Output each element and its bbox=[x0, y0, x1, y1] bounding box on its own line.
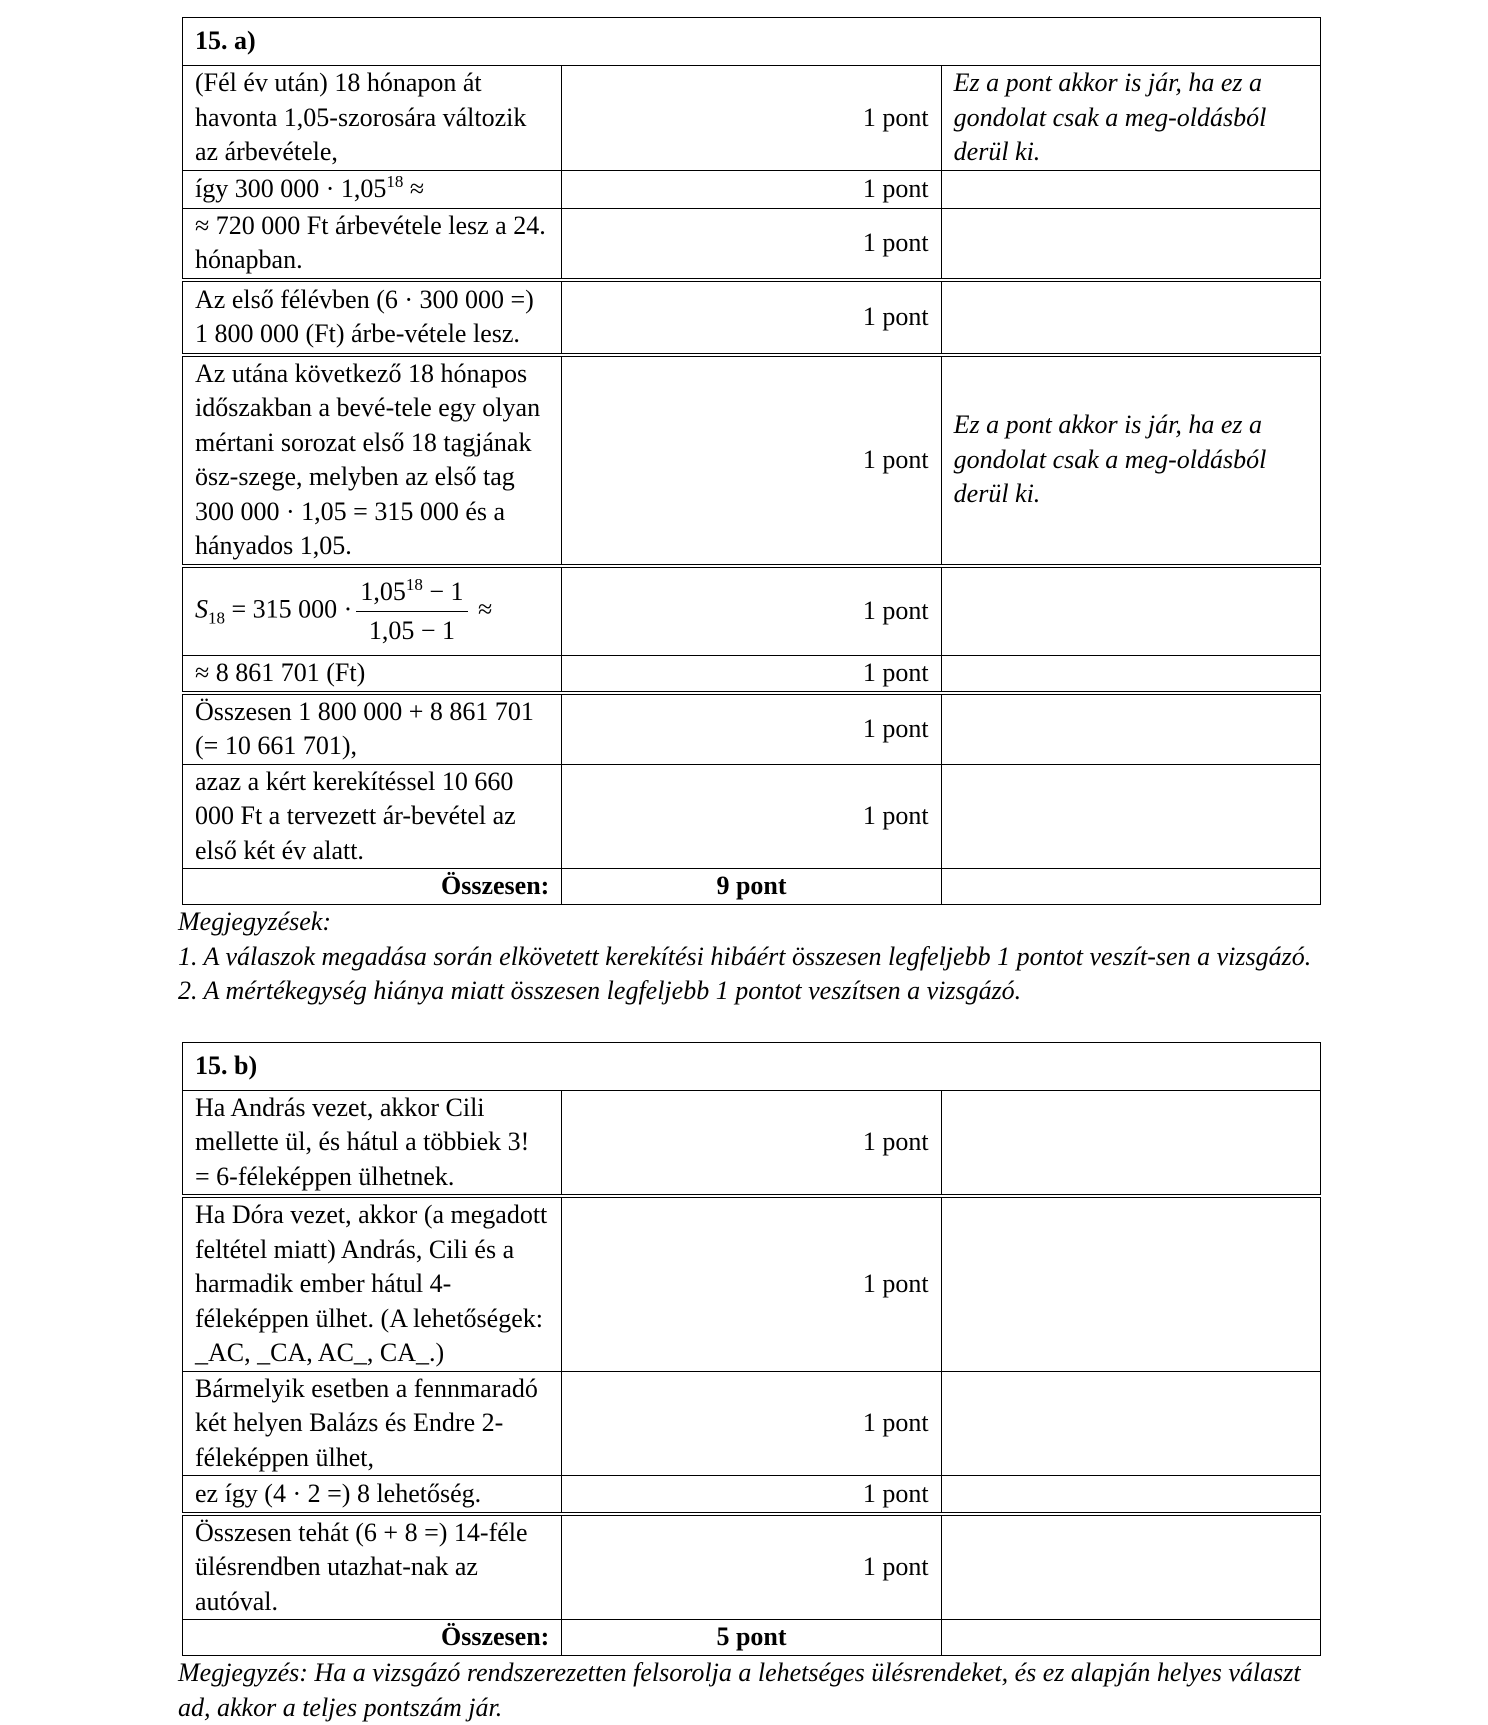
step-text: ez így (4 · 2 =) 8 lehetőség. bbox=[183, 1476, 562, 1514]
step-points: 1 pont bbox=[562, 355, 941, 566]
step-text: Az első félévben (6 · 300 000 =) 1 800 000 (Ft) árbe-vétele lesz. bbox=[183, 280, 562, 355]
step-points: 1 pont bbox=[562, 1371, 941, 1476]
total-label: Összesen: bbox=[183, 869, 562, 905]
step-points: 1 pont bbox=[562, 66, 941, 171]
step-points: 1 pont bbox=[562, 566, 941, 656]
notes-15b bbox=[178, 1656, 1321, 1725]
note-item: 2. A mértékegység hiánya miatt összesen legfeljebb 1 pontot veszítsen a vizsgázó. bbox=[178, 976, 1022, 1005]
step-note bbox=[941, 566, 1320, 656]
step-points: 1 pont bbox=[562, 1476, 941, 1514]
total-label: Összesen: bbox=[183, 1620, 562, 1656]
step-text: (Fél év után) 18 hónapon át havonta 1,05-szorosára változik az árbevétele, bbox=[183, 66, 562, 171]
step-points: 1 pont bbox=[562, 1196, 941, 1371]
step-points: 1 pont bbox=[562, 693, 941, 765]
notes-15a bbox=[178, 905, 1321, 1009]
step-points: 1 pont bbox=[562, 656, 941, 693]
step-text: Összesen tehát (6 + 8 =) 14-féle ülésrendben utazhat-nak az autóval. bbox=[183, 1514, 562, 1620]
note-item: 1. A válaszok megadása során elkövetett kerekítési hibáért összesen legfeljebb 1 pontot veszít-sen a vizsgázó. bbox=[178, 941, 1312, 971]
fraction: $\frac{1,05^{18} - 1}{1,05 - 1}$ bbox=[356, 575, 467, 648]
scoring-table-15a bbox=[182, 17, 1321, 905]
step-points: 1 pont bbox=[562, 1514, 941, 1620]
total-points: 9 pont bbox=[562, 869, 941, 905]
step-note bbox=[941, 1476, 1320, 1514]
note-item: Megjegyzés: Ha a vizsgázó rendszerezetten felsorolja a lehetséges ülésrendeket, és ez alapján helyes választ ad, akkor a teljes pontszám jár. bbox=[178, 1658, 1301, 1722]
total-note bbox=[941, 1620, 1320, 1656]
solution-page bbox=[178, 17, 1321, 1725]
step-text: Ha Dóra vezet, akkor (a megadott feltétel miatt) András, Cili és a harmadik ember hátul 4-féleképpen ülhet. (A lehetőségek: _AC, _CA, AC_, CA_.) bbox=[183, 1196, 562, 1371]
step-text: Bármelyik esetben a fennmaradó két helyen Balázs és Endre 2-féleképpen ülhet, bbox=[183, 1371, 562, 1476]
step-points: 1 pont bbox=[562, 764, 941, 869]
step-note bbox=[941, 1090, 1320, 1196]
notes-heading: Megjegyzések: bbox=[178, 907, 332, 936]
total-note bbox=[941, 869, 1320, 905]
step-note bbox=[941, 208, 1320, 280]
total-points: 5 pont bbox=[562, 1620, 941, 1656]
sum-formula: $S_{18} = 315$ 000 · $\frac{1,05^{18} - 1}{1,05 - 1}$ ≈ bbox=[183, 566, 562, 656]
step-points: 1 pont bbox=[562, 170, 941, 208]
section-title-15a: 15. a) bbox=[183, 18, 1321, 66]
step-text: Ha András vezet, akkor Cili mellette ül, és hátul a többiek 3! = 6-féleképpen ülhetnek. bbox=[183, 1090, 562, 1196]
step-points: 1 pont bbox=[562, 1090, 941, 1196]
step-text: azaz a kért kerekítéssel 10 660 000 Ft a tervezett ár-bevétel az első két év alatt. bbox=[183, 764, 562, 869]
step-note bbox=[941, 693, 1320, 765]
step-note bbox=[941, 170, 1320, 208]
step-text: így 300 $000 \cdot 1,05^{18}$ ≈ bbox=[183, 170, 562, 208]
step-points: 1 pont bbox=[562, 208, 941, 280]
step-note bbox=[941, 280, 1320, 355]
step-text: ≈ 8 861 701 (Ft) bbox=[183, 656, 562, 693]
step-note bbox=[941, 1514, 1320, 1620]
scoring-table-15b bbox=[182, 1042, 1321, 1657]
step-text: Az utána következő 18 hónapos időszakban a bevé-tele egy olyan mértani sorozat első 18 tagjának ösz-szege, melyben az első tag 300 000 · 1,05 = 315 000 és a hányados 1,05. bbox=[183, 355, 562, 566]
section-title-15b: 15. b) bbox=[183, 1042, 1321, 1090]
step-points: 1 pont bbox=[562, 280, 941, 355]
step-note: Ez a pont akkor is jár, ha ez a gondolat csak a meg-oldásból derül ki. bbox=[941, 66, 1320, 171]
step-note bbox=[941, 764, 1320, 869]
step-note: Ez a pont akkor is jár, ha ez a gondolat csak a meg-oldásból derül ki. bbox=[941, 355, 1320, 566]
step-text: Összesen 1 800 000 + 8 861 701 (= 10 661 701), bbox=[183, 693, 562, 765]
step-note bbox=[941, 656, 1320, 693]
step-text: ≈ 720 000 Ft árbevétele lesz a 24. hónapban. bbox=[183, 208, 562, 280]
step-note bbox=[941, 1196, 1320, 1371]
